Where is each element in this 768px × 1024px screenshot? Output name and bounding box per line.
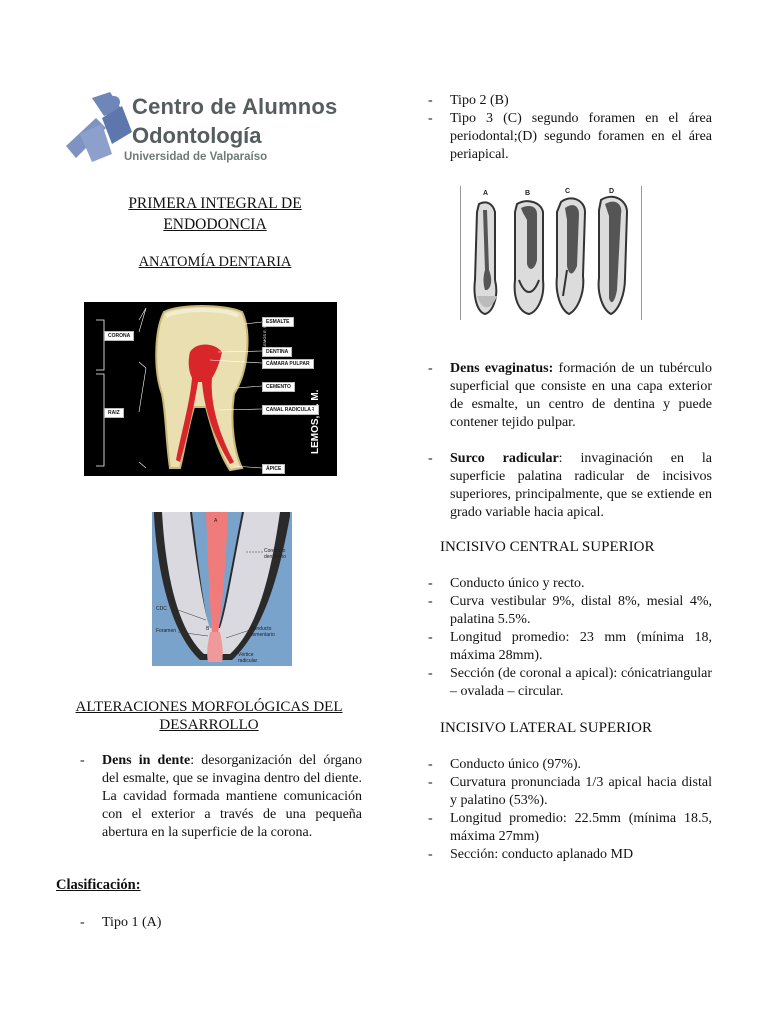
figure3-label-d: D [609,188,615,195]
tipos-list [428,92,712,164]
list-item: - Longitud promedio: 23 mm (mínima 18, máxima 28mm). [428,629,712,665]
evaginatus-term: Dens evaginatus: [450,361,554,376]
label-cemento: CEMENTO [262,382,295,392]
figure2-label-vertice: Vértice radicular [238,652,258,664]
list-item: - Tipo 2 (B) [428,92,712,110]
list-item [428,450,712,522]
logo-title: Centro de Alumnos [132,94,338,119]
evaginatus-text: formación de un tubérculo superficial que consiste en una capa exterior de esmalte, un centro de dentina y puede contener tejido pulpar. [450,361,712,430]
figure2-label-foramen: Foramen [156,628,177,634]
label-dentina: DENTINA [262,347,292,357]
figure3-label-b: B [525,190,531,197]
dens-in-dente-text: : desorganización del órgano del esmalte, que se invagina dentro del diente. La cavidad formada mantiene comunicación con el exterior a través de una pequeña abertura en la superficie de la corona. [102,753,362,840]
label-apice: ÁPICE [262,464,285,474]
figure3-label-a: A [483,190,489,197]
label-esmalte: ESMALTE [262,317,294,327]
tooth-anatomy-figure [84,302,337,476]
dens-in-dente-term: Dens in dente [102,753,191,768]
clasificacion-label: Clasificación: [56,877,141,893]
label-raiz: RAIZ [104,408,124,418]
root-apex-illustration [152,512,292,666]
dens-in-dente-types-figure [460,186,642,320]
label-camara-pulpar: CÁMARA PULPAR [262,359,314,369]
figure1-watermark: LEMOS, E. M. [310,389,321,454]
figure2-label-a: A [214,518,218,524]
list-item [80,752,362,842]
label-corona: CORONA [104,331,134,341]
page-subtitle: ANATOMÍA DENTARIA [138,254,292,270]
figure3-label-c: C [565,188,571,195]
list-item: - Curva vestibular 9%, distal 8%, mesial 4%, palatina 5.5%. [428,593,712,629]
tipo1-list [80,914,362,932]
page-title: PRIMERA INTEGRAL DE ENDODONCIA [128,195,302,233]
list-item: - Sección: conducto aplanado MD [428,846,712,864]
figure2-label-cdc: CDC [156,606,167,612]
list-item: - Tipo 3 (C) segundo foramen en el área periodontal;(D) segundo foramen en el área periapical. [428,110,712,164]
figure2-label-conducto-dentinario: Conducto dentinario [264,548,286,560]
list-item: - Curvatura pronunciada 1/3 apical hacia distal y palatino (53%). [428,774,712,810]
list-item: - Conducto único y recto. [428,575,712,593]
label-canal-radicular: CANAL RADICULAR [262,405,319,415]
logo-university: Universidad de Valparaíso [124,151,268,163]
surco-term: Surco radicular [450,451,559,466]
figure1-watermark-small: LEMOS E. M. [262,323,267,348]
logo-subtitle: Odontología [132,123,262,148]
dens-in-dente-list [80,752,362,842]
root-apex-figure [152,512,292,666]
incisivo-lateral-heading: INCISIVO LATERAL SUPERIOR [440,720,652,736]
dens-in-dente-types-illustration [461,186,641,320]
tooth-anatomy-illustration [84,302,337,476]
incisivo-central-list [428,575,712,701]
surco-text: : invaginación en la superficie palatina radicular de incisivos superiores, principalmente, que se extiende en grado variable hacia apical. [450,451,712,520]
figure2-label-conducto-cementario: Conducto cementario [250,626,275,638]
list-item: - Sección (de coronal a apical): cónicatriangular – ovalada – circular. [428,665,712,701]
surco-list [428,450,712,522]
incisivo-central-heading: INCISIVO CENTRAL SUPERIOR [440,539,655,555]
list-item: - Conducto único (97%). [428,756,712,774]
alteraciones-heading: ALTERACIONES MORFOLÓGICAS DEL DESARROLLO [75,699,343,733]
list-item: - Longitud promedio: 22.5mm (mínima 18.5, máxima 27mm) [428,810,712,846]
list-item [428,360,712,432]
evaginatus-list [428,360,712,432]
list-item: - Tipo 1 (A) [80,914,362,932]
incisivo-lateral-list [428,756,712,864]
figure2-label-b: B [206,626,210,632]
